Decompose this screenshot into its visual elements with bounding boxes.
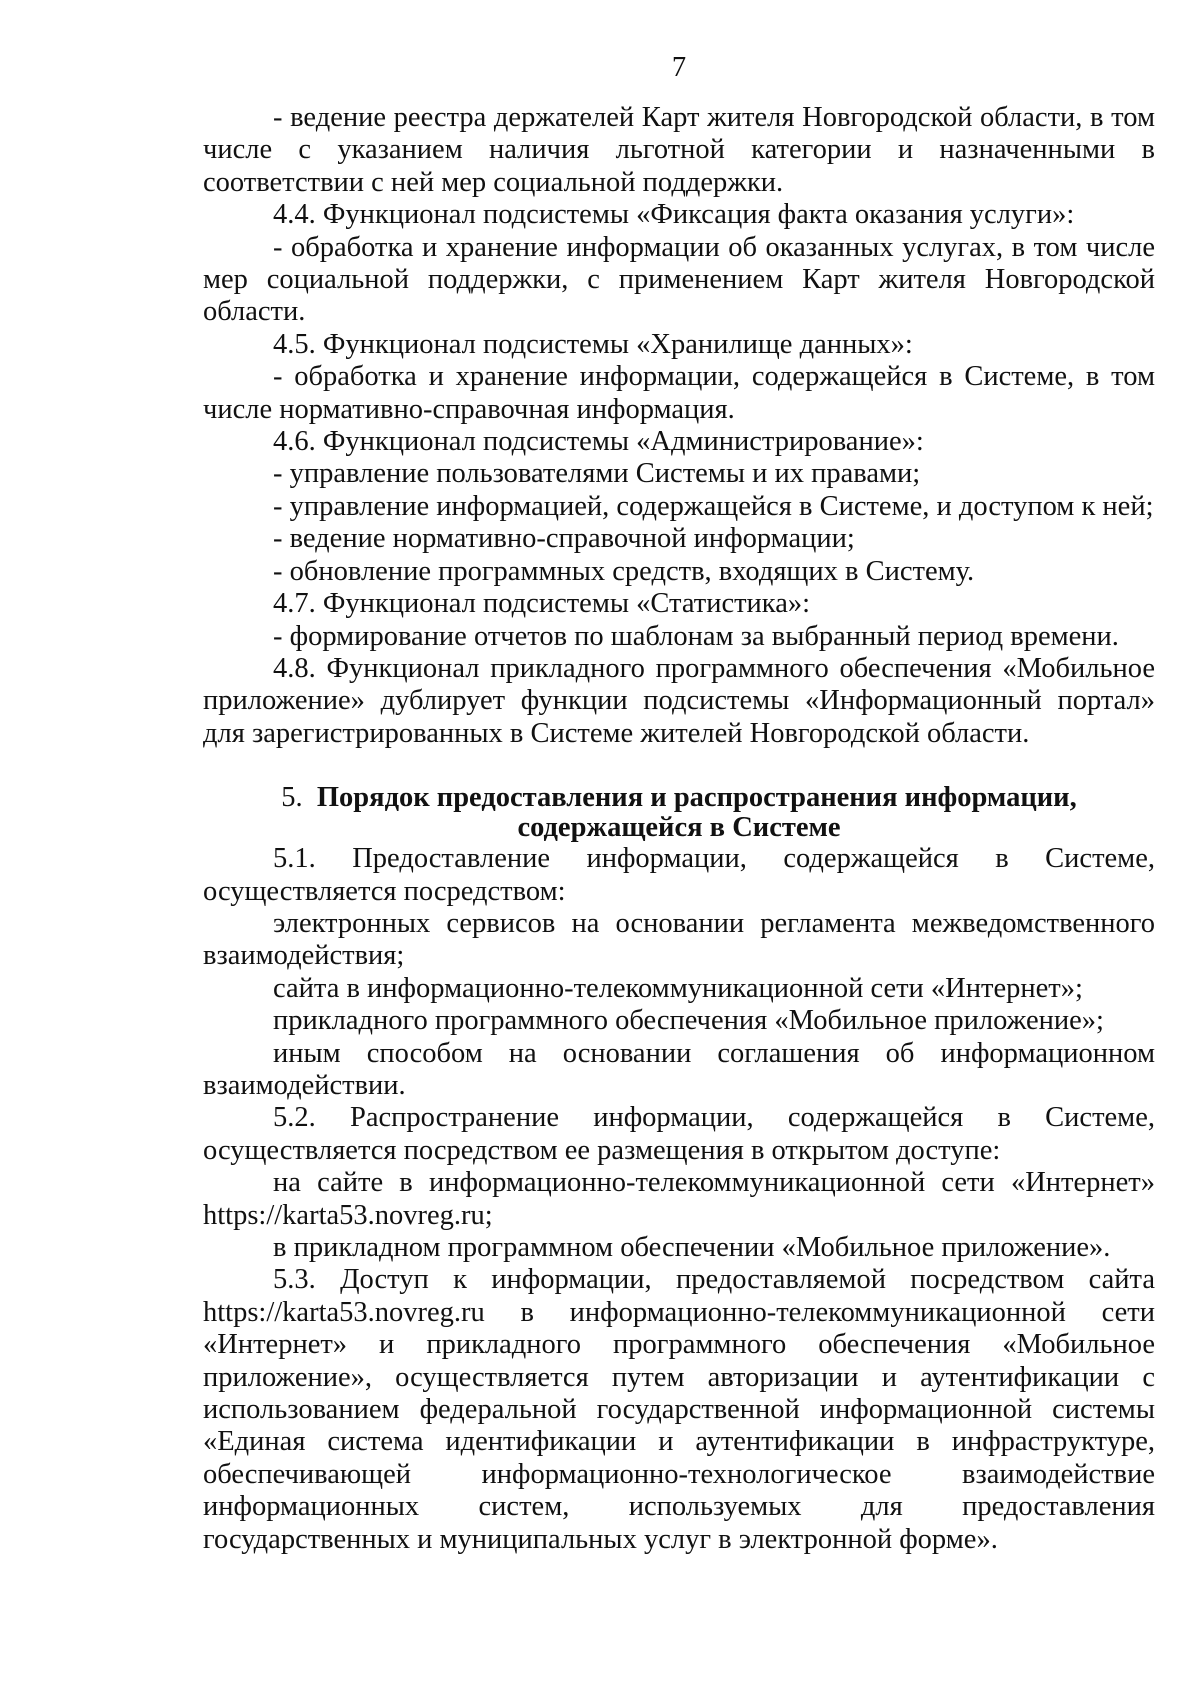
page-number: 7 xyxy=(671,52,687,83)
paragraph: - формирование отчетов по шаблонам за выбранный период времени. xyxy=(273,620,1119,652)
paragraph: - обновление программных средств, входящих в Систему. xyxy=(273,555,975,587)
paragraph: - управление пользователями Системы и их правами; xyxy=(273,458,921,490)
paragraph: 4.4. Функционал подсистемы «Фиксация факта оказания услуги»: xyxy=(273,199,1075,231)
paragraph: - управление информацией, содержащейся в Системе, и доступом к ней; xyxy=(273,490,1154,522)
paragraph: 4.8. Функционал прикладного программного обеспечения «Мобильное приложение» дублирует функции подсистемы «Информационный портал» для зарегистрированных в Системе жителей Новгородской области. xyxy=(203,652,1155,749)
paragraph: 4.6. Функционал подсистемы «Администрирование»: xyxy=(273,426,924,458)
paragraph: - обработка и хранение информации об оказанных услугах, в том числе мер социальной поддержки, с применением Карт жителя Новгородской области. xyxy=(203,231,1155,328)
paragraph: - ведение нормативно-справочной информации; xyxy=(273,523,855,555)
section-heading xyxy=(203,783,1155,843)
paragraph: 4.5. Функционал подсистемы «Хранилище данных»: xyxy=(273,328,913,360)
section-title-part-1: Порядок предоставления и распространения информации, xyxy=(316,782,1077,814)
paragraph: иным способом на основании соглашения об информационном взаимодействии. xyxy=(203,1037,1155,1101)
paragraph: - обработка и хранение информации, содержащейся в Системе, в том числе нормативно-справочная информация. xyxy=(203,361,1155,425)
paragraph: 5.3. Доступ к информации, предоставляемой посредством сайта https://karta53.novreg.ru в информационно-телекоммуникационной сети «Интернет» и прикладного программного обеспечения «Мобильное приложение», осуществляется путем авторизации и аутентификации с использованием федеральной государственной информационной системы «Единая система идентификации и аутентификации в инфраструктуре, обеспечивающей информационно-технологическое взаимодействие информационных систем, используемых для предоставления государственных и муниципальных услуг в электронной форме». xyxy=(203,1264,1155,1555)
paragraph: - ведение реестра держателей Карт жителя Новгородской области, в том числе с указанием наличия льготной категории и назначенными в соответствии с ней мер социальной поддержки. xyxy=(203,102,1155,198)
paragraph: 4.7. Функционал подсистемы «Статистика»: xyxy=(273,588,811,620)
paragraph: прикладного программного обеспечения «Мобильное приложение»; xyxy=(273,1005,1104,1037)
paragraph: в прикладном программном обеспечении «Мобильное приложение». xyxy=(273,1232,1111,1263)
section-title-part-2: содержащейся в Системе xyxy=(517,812,841,844)
section-4-continued xyxy=(203,102,1155,750)
paragraph: сайта в информационно-телекоммуникационной сети «Интернет»; xyxy=(273,972,1083,1004)
paragraph: на сайте в информационно-телекоммуникационной сети «Интернет» https://karta53.novreg.ru; xyxy=(203,1167,1155,1231)
section-number: 5. xyxy=(281,782,303,814)
paragraph: 5.2. Распространение информации, содержащейся в Системе, осуществляется посредством ее размещения в открытом доступе: xyxy=(203,1102,1155,1166)
section-heading-line-1 xyxy=(203,783,1155,813)
paragraph: 5.1. Предоставление информации, содержащейся в Системе, осуществляется посредством: xyxy=(203,843,1155,907)
paragraph: электронных сервисов на основании регламента межведомственного взаимодействия; xyxy=(203,907,1155,972)
section-5-body xyxy=(203,843,1155,1556)
document-page xyxy=(203,52,1155,1556)
